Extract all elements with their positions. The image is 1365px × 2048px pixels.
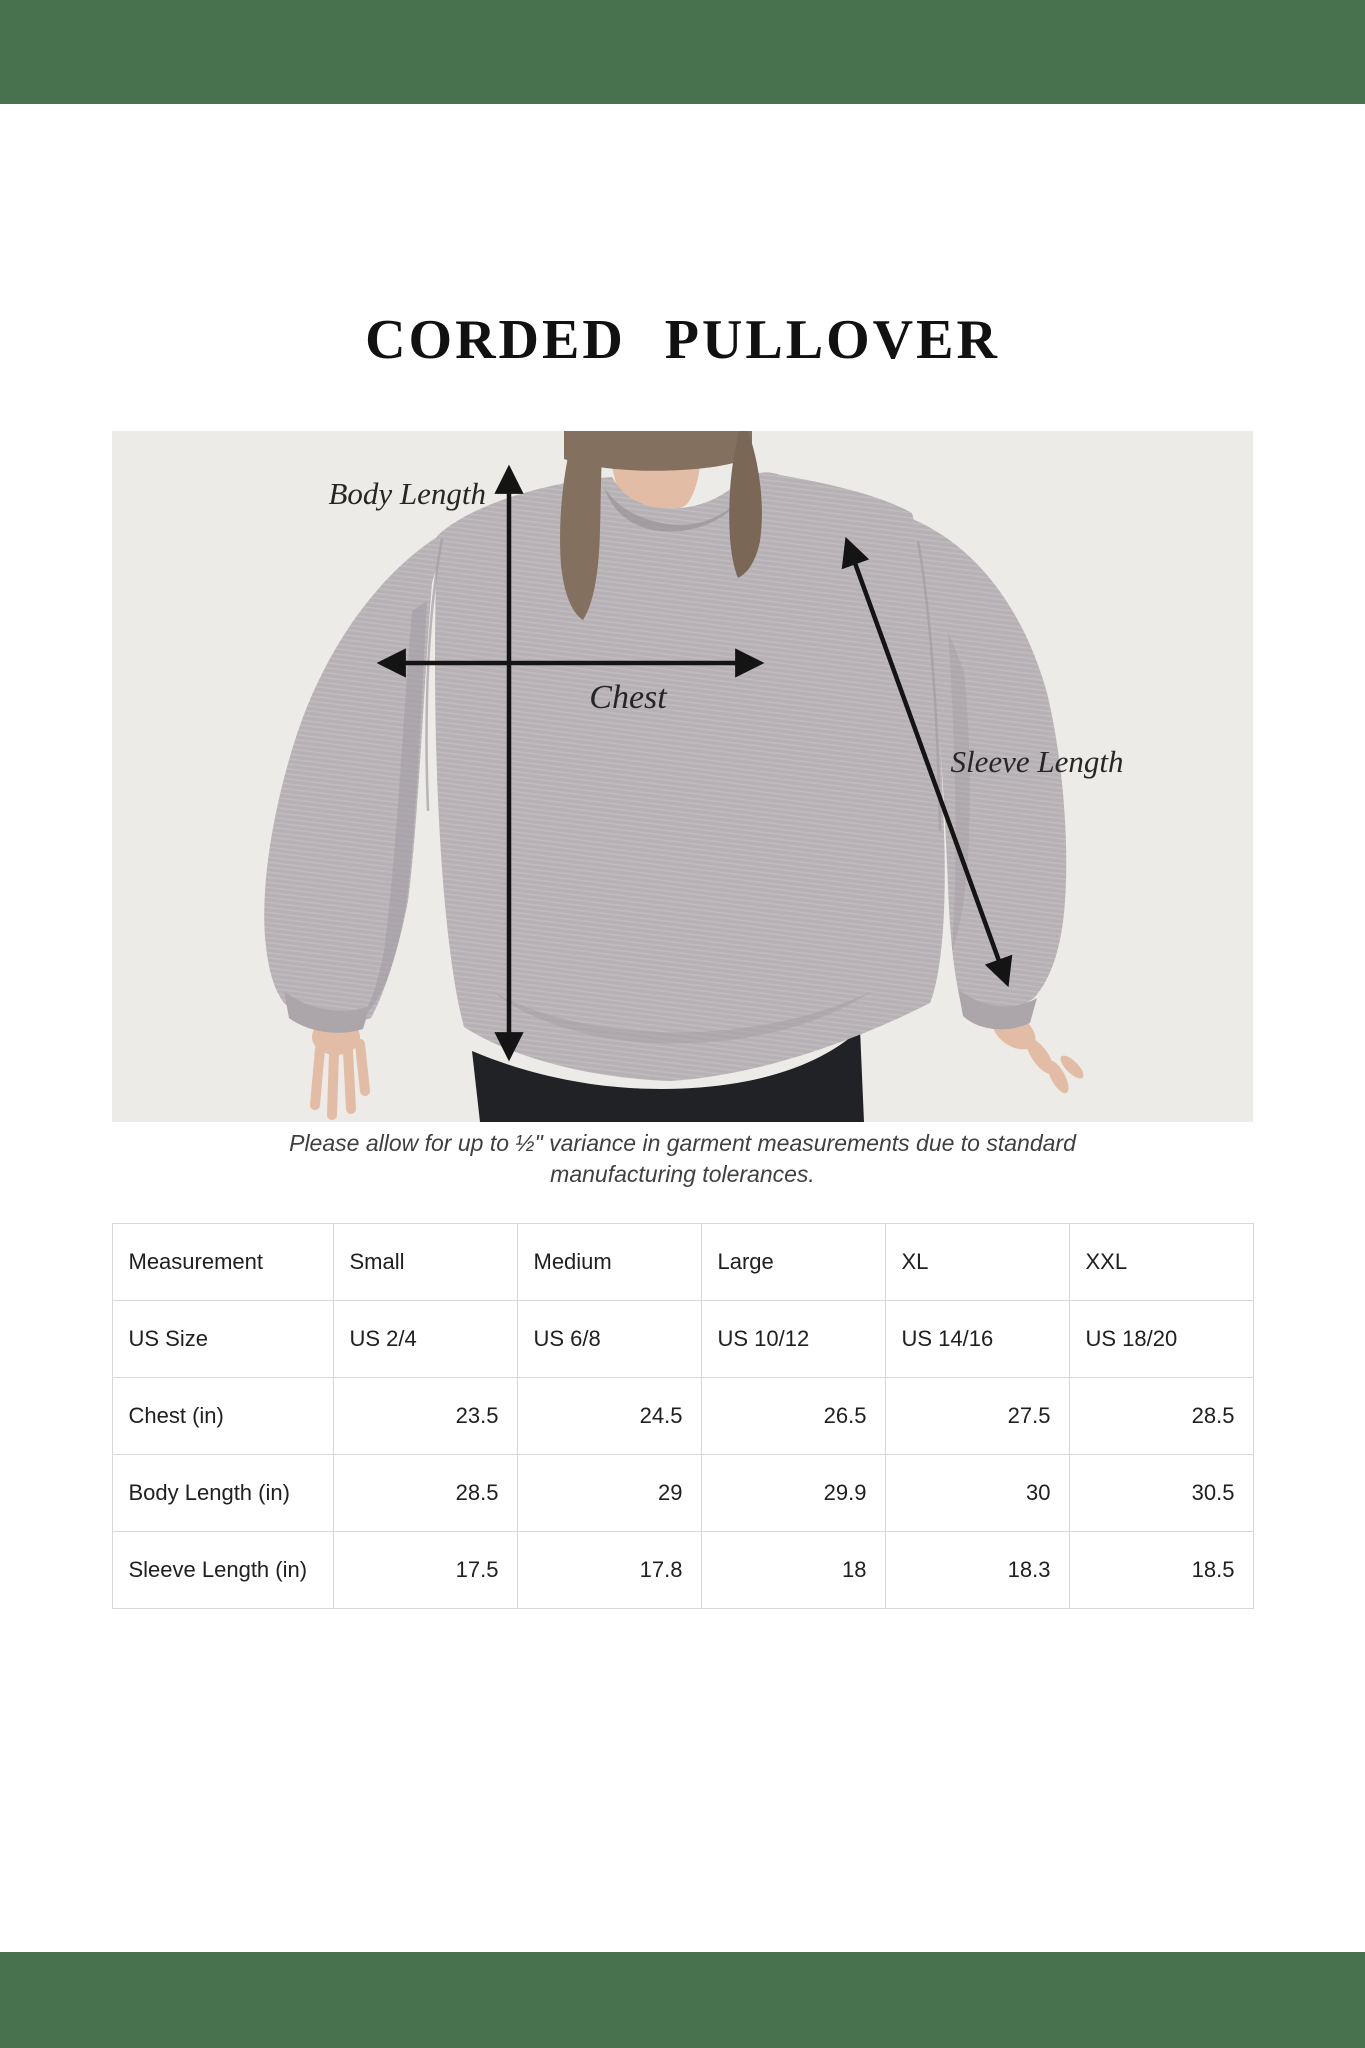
table-row (112, 1378, 1253, 1455)
table-header-row (112, 1224, 1253, 1301)
table-row (112, 1532, 1253, 1609)
measurement-value-cell: 18.3 (885, 1532, 1069, 1609)
size-chart-table (112, 1223, 1254, 1609)
chest-label: Chest (589, 679, 667, 716)
table-row (112, 1301, 1253, 1378)
measurement-value-cell: 23.5 (333, 1378, 517, 1455)
measurement-value-cell: 26.5 (701, 1378, 885, 1455)
measurement-value-cell: 24.5 (517, 1378, 701, 1455)
row-label: US Size (112, 1301, 333, 1378)
size-chart-body (112, 1301, 1253, 1609)
variance-disclaimer: Please allow for up to ½" variance in garment measurements due to standard manufacturing tolerances. (289, 1130, 1076, 1187)
bottom-green-band (0, 1952, 1365, 2048)
measurement-value-cell: 17.5 (333, 1532, 517, 1609)
measurement-column-header: Measurement (112, 1224, 333, 1301)
page-title: CORDED PULLOVER (365, 309, 1000, 371)
size-column-header: Small (333, 1224, 517, 1301)
row-label: Chest (in) (112, 1378, 333, 1455)
measurement-value-cell: US 10/12 (701, 1301, 885, 1378)
sleeve-length-label: Sleeve Length (950, 744, 1124, 779)
size-column-header: Large (701, 1224, 885, 1301)
measurement-value-cell: 28.5 (333, 1455, 517, 1532)
size-column-header: XL (885, 1224, 1069, 1301)
product-photo (112, 431, 1253, 1122)
table-row (112, 1455, 1253, 1532)
measurement-value-cell: 18.5 (1069, 1532, 1253, 1609)
measurement-value-cell: 18 (701, 1532, 885, 1609)
measurement-diagram (112, 431, 1253, 1122)
measurement-value-cell: 29.9 (701, 1455, 885, 1532)
measurement-value-cell: 29 (517, 1455, 701, 1532)
measurement-value-cell: 28.5 (1069, 1378, 1253, 1455)
measurement-value-cell: 30 (885, 1455, 1069, 1532)
measurement-value-cell: US 6/8 (517, 1301, 701, 1378)
body-length-label: Body Length (328, 476, 486, 511)
measurement-value-cell: 30.5 (1069, 1455, 1253, 1532)
size-column-header: Medium (517, 1224, 701, 1301)
row-label: Body Length (in) (112, 1455, 333, 1532)
measurement-value-cell: US 14/16 (885, 1301, 1069, 1378)
measurement-value-cell: US 18/20 (1069, 1301, 1253, 1378)
size-guide-page (0, 104, 1365, 1609)
measurement-value-cell: US 2/4 (333, 1301, 517, 1378)
size-column-header: XXL (1069, 1224, 1253, 1301)
size-chart-header (112, 1224, 1253, 1301)
measurement-value-cell: 27.5 (885, 1378, 1069, 1455)
measurement-value-cell: 17.8 (517, 1532, 701, 1609)
top-green-band (0, 0, 1365, 104)
row-label: Sleeve Length (in) (112, 1532, 333, 1609)
